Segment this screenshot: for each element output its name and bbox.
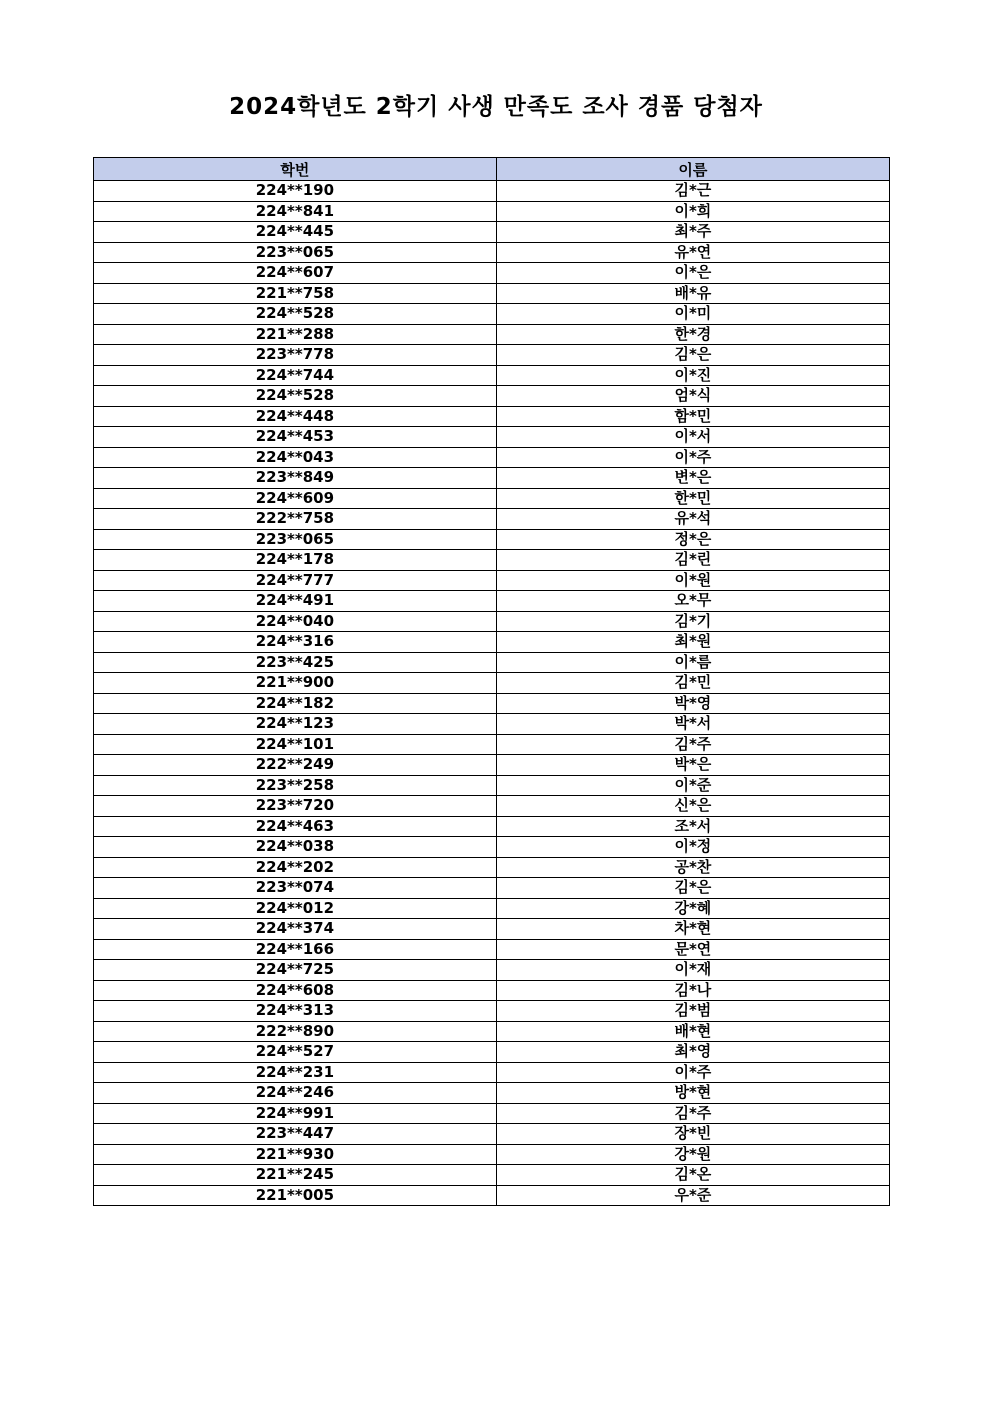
column-header-student-id: 학번: [94, 158, 497, 181]
table-row: [94, 1165, 890, 1186]
table-row: [94, 816, 890, 837]
table-row: [94, 919, 890, 940]
student-id-cell: 221**288: [94, 324, 497, 345]
student-id-cell: 224**316: [94, 632, 497, 653]
table-row: [94, 591, 890, 612]
name-cell: 김*범: [496, 1001, 889, 1022]
student-id-cell: 224**182: [94, 693, 497, 714]
student-id-cell: 224**491: [94, 591, 497, 612]
student-id-cell: 224**043: [94, 447, 497, 468]
name-cell: 김*은: [496, 878, 889, 899]
table-row: [94, 693, 890, 714]
table-row: [94, 386, 890, 407]
column-header-name: 이름: [496, 158, 889, 181]
student-id-cell: 224**744: [94, 365, 497, 386]
student-id-cell: 223**425: [94, 652, 497, 673]
name-cell: 공*찬: [496, 857, 889, 878]
table-row: [94, 960, 890, 981]
student-id-cell: 224**012: [94, 898, 497, 919]
student-id-cell: 222**249: [94, 755, 497, 776]
student-id-cell: 224**841: [94, 201, 497, 222]
student-id-cell: 223**849: [94, 468, 497, 489]
name-cell: 박*서: [496, 714, 889, 735]
name-cell: 장*빈: [496, 1124, 889, 1145]
name-cell: 한*민: [496, 488, 889, 509]
table-row: [94, 734, 890, 755]
name-cell: 김*민: [496, 673, 889, 694]
student-id-cell: 224**608: [94, 980, 497, 1001]
table-row: [94, 304, 890, 325]
name-cell: 박*은: [496, 755, 889, 776]
student-id-cell: 223**720: [94, 796, 497, 817]
table-row: [94, 632, 890, 653]
student-id-cell: 221**900: [94, 673, 497, 694]
student-id-cell: 224**527: [94, 1042, 497, 1063]
student-id-cell: 221**005: [94, 1185, 497, 1206]
student-id-cell: 224**038: [94, 837, 497, 858]
table-row: [94, 878, 890, 899]
name-cell: 이*은: [496, 263, 889, 284]
name-cell: 변*은: [496, 468, 889, 489]
name-cell: 방*현: [496, 1083, 889, 1104]
name-cell: 박*영: [496, 693, 889, 714]
table-row: [94, 611, 890, 632]
name-cell: 강*혜: [496, 898, 889, 919]
student-id-cell: 224**246: [94, 1083, 497, 1104]
table-row: [94, 714, 890, 735]
student-id-cell: 224**101: [94, 734, 497, 755]
table-row: [94, 673, 890, 694]
name-cell: 유*연: [496, 242, 889, 263]
name-cell: 이*주: [496, 447, 889, 468]
name-cell: 정*은: [496, 529, 889, 550]
name-cell: 이*진: [496, 365, 889, 386]
table-row: [94, 1144, 890, 1165]
name-cell: 유*석: [496, 509, 889, 530]
student-id-cell: 223**778: [94, 345, 497, 366]
name-cell: 최*주: [496, 222, 889, 243]
name-cell: 이*미: [496, 304, 889, 325]
name-cell: 이*희: [496, 201, 889, 222]
table-row: [94, 345, 890, 366]
table-row: [94, 1124, 890, 1145]
table-row: [94, 222, 890, 243]
table-row: [94, 447, 890, 468]
table-row: [94, 652, 890, 673]
table-row: [94, 898, 890, 919]
student-id-cell: 224**231: [94, 1062, 497, 1083]
name-cell: 한*경: [496, 324, 889, 345]
name-cell: 강*원: [496, 1144, 889, 1165]
student-id-cell: 224**313: [94, 1001, 497, 1022]
name-cell: 김*온: [496, 1165, 889, 1186]
name-cell: 김*나: [496, 980, 889, 1001]
name-cell: 차*현: [496, 919, 889, 940]
name-cell: 문*연: [496, 939, 889, 960]
student-id-cell: 221**758: [94, 283, 497, 304]
table-row: [94, 529, 890, 550]
name-cell: 최*영: [496, 1042, 889, 1063]
student-id-cell: 224**123: [94, 714, 497, 735]
student-id-cell: 221**930: [94, 1144, 497, 1165]
student-id-cell: 224**725: [94, 960, 497, 981]
student-id-cell: 223**065: [94, 242, 497, 263]
student-id-cell: 223**258: [94, 775, 497, 796]
name-cell: 김*린: [496, 550, 889, 571]
name-cell: 이*준: [496, 775, 889, 796]
student-id-cell: 224**202: [94, 857, 497, 878]
page-title: 2024학년도 2학기 사생 만족도 조사 경품 당첨자: [229, 94, 763, 120]
student-id-cell: 222**890: [94, 1021, 497, 1042]
student-id-cell: 224**528: [94, 386, 497, 407]
student-id-cell: 224**528: [94, 304, 497, 325]
table-row: [94, 980, 890, 1001]
name-cell: 김*주: [496, 1103, 889, 1124]
table-row: [94, 857, 890, 878]
name-cell: 이*름: [496, 652, 889, 673]
table-row: [94, 488, 890, 509]
student-id-cell: 223**065: [94, 529, 497, 550]
table-row: [94, 837, 890, 858]
table-row: [94, 263, 890, 284]
table-row: [94, 242, 890, 263]
table-row: [94, 181, 890, 202]
name-cell: 김*주: [496, 734, 889, 755]
student-id-cell: 224**190: [94, 181, 497, 202]
student-id-cell: 224**607: [94, 263, 497, 284]
table-row: [94, 1001, 890, 1022]
table-row: [94, 201, 890, 222]
name-cell: 오*무: [496, 591, 889, 612]
table-row: [94, 1083, 890, 1104]
table-row: [94, 570, 890, 591]
name-cell: 조*서: [496, 816, 889, 837]
name-cell: 이*서: [496, 427, 889, 448]
name-cell: 김*근: [496, 181, 889, 202]
student-id-cell: 223**074: [94, 878, 497, 899]
student-id-cell: 224**166: [94, 939, 497, 960]
table-row: [94, 509, 890, 530]
name-cell: 최*원: [496, 632, 889, 653]
student-id-cell: 224**453: [94, 427, 497, 448]
table-row: [94, 1021, 890, 1042]
name-cell: 이*주: [496, 1062, 889, 1083]
name-cell: 배*현: [496, 1021, 889, 1042]
student-id-cell: 224**374: [94, 919, 497, 940]
table-row: [94, 468, 890, 489]
name-cell: 엄*식: [496, 386, 889, 407]
student-id-cell: 224**777: [94, 570, 497, 591]
name-cell: 김*은: [496, 345, 889, 366]
name-cell: 함*민: [496, 406, 889, 427]
table-row: [94, 365, 890, 386]
name-cell: 이*정: [496, 837, 889, 858]
student-id-cell: 224**609: [94, 488, 497, 509]
table-body: [94, 181, 890, 1206]
table-row: [94, 550, 890, 571]
table-row: [94, 283, 890, 304]
student-id-cell: 224**040: [94, 611, 497, 632]
student-id-cell: 224**991: [94, 1103, 497, 1124]
student-id-cell: 224**463: [94, 816, 497, 837]
table-row: [94, 324, 890, 345]
student-id-cell: 224**178: [94, 550, 497, 571]
table-row: [94, 939, 890, 960]
name-cell: 배*유: [496, 283, 889, 304]
student-id-cell: 221**245: [94, 1165, 497, 1186]
student-id-cell: 222**758: [94, 509, 497, 530]
table-row: [94, 775, 890, 796]
name-cell: 이*원: [496, 570, 889, 591]
table-row: [94, 1103, 890, 1124]
table-row: [94, 796, 890, 817]
name-cell: 우*준: [496, 1185, 889, 1206]
table-row: [94, 1185, 890, 1206]
table-row: [94, 406, 890, 427]
table-row: [94, 427, 890, 448]
student-id-cell: 223**447: [94, 1124, 497, 1145]
name-cell: 김*기: [496, 611, 889, 632]
student-id-cell: 224**445: [94, 222, 497, 243]
name-cell: 이*재: [496, 960, 889, 981]
table-row: [94, 1042, 890, 1063]
winners-table: [93, 157, 890, 1206]
student-id-cell: 224**448: [94, 406, 497, 427]
table-row: [94, 755, 890, 776]
table-row: [94, 1062, 890, 1083]
name-cell: 신*은: [496, 796, 889, 817]
table-header-row: [94, 158, 890, 181]
